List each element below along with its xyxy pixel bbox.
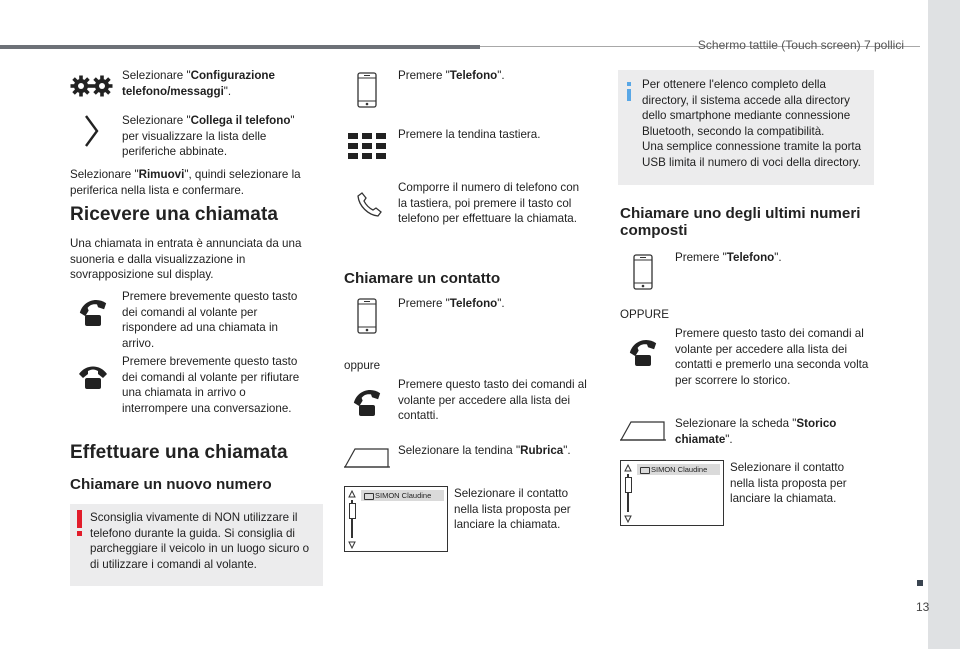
contact-list-screen [620, 460, 724, 526]
gears-icon [70, 72, 114, 100]
heading-ricevere: Ricevere una chiamata [70, 204, 279, 225]
header-bar [0, 45, 480, 49]
scroll-down-icon [624, 515, 632, 523]
instruction-select-contact: Selezionare il contatto nella lista proposta per lanciare la chiamata. [730, 461, 847, 506]
warning-icon [77, 510, 82, 528]
heading-contatto: Chiamare un contatto [344, 270, 501, 287]
instruction-select-contact: Selezionare il contatto nella lista proposta per lanciare la chiamata. [454, 487, 571, 532]
page-header-title: Schermo tattile (Touch screen) 7 pollici [697, 38, 904, 52]
scrollbar-thumb [625, 477, 632, 493]
handset-outline-icon [356, 190, 384, 218]
instruction-keypad: Premere la tendina tastiera. [398, 128, 541, 141]
chevron-right-icon [83, 114, 99, 148]
scroll-down-icon [348, 541, 356, 549]
answer-call-icon [76, 296, 110, 330]
contact-list-screen [344, 486, 448, 552]
warning-text: Sconsiglia vivamente di NON utilizzare il telefono durante la guida. Si consiglia di parcheggiare il veicolo in un luogo sicuro o di utilizzare i comandi al volante. [90, 511, 310, 571]
keypad-icon [348, 133, 388, 161]
heading-ultimi-numeri: Chiamare uno degli ultimi numeri composti [620, 205, 861, 239]
smartphone-icon [632, 254, 654, 290]
warning-icon-dot [77, 531, 82, 536]
page-side-strip [928, 0, 960, 649]
instruction-rimuovi: Selezionare "Rimuovi", quindi selezionare la periferica nella lista e confermare. [70, 168, 301, 197]
instruction-press-telefono-2: Premere "Telefono". [398, 297, 505, 310]
smartphone-icon [356, 298, 378, 334]
scroll-up-icon [348, 490, 356, 498]
instruction-answer: Premere brevemente questo tasto dei comandi al volante per rispondere ad una chiamata in arrivo. [122, 290, 298, 350]
instruction-press-telefono-1: Premere "Telefono". [398, 69, 505, 82]
tab-icon [620, 421, 666, 441]
contact-row: SIMON Claudine [361, 490, 444, 501]
answer-call-icon [350, 386, 384, 420]
info-icon [627, 89, 631, 101]
page-marker [917, 580, 923, 586]
info-icon-dot [627, 82, 631, 86]
paragraph-receive-intro: Una chiamata in entrata è annunciata da una suoneria e dalla visualizzazione in sovrapposizione sul display. [70, 237, 302, 282]
instruction-rubrica: Selezionare la tendina "Rubrica". [398, 444, 571, 457]
instruction-reject: Premere brevemente questo tasto dei comandi al volante per rifiutare una chiamata in arrivo o interrompere una conversazione. [122, 355, 300, 415]
heading-nuovo-numero: Chiamare un nuovo numero [70, 476, 272, 493]
instruction-wheel-contacts: Premere questo tasto dei comandi al volante per accedere alla lista dei contatti. [398, 378, 587, 423]
answer-call-icon [626, 336, 660, 370]
info-text: Per ottenere l'elenco completo della directory, il sistema accede alla directory dello smartphone mediante connessione Bluetooth, secondo la compatibilità. Una semplice connessione tramite la porta USB limita il numero di voci della directory. [642, 78, 862, 169]
contact-card-icon [364, 493, 374, 500]
scrollbar-thumb [349, 503, 356, 519]
label-oppure: oppure [344, 359, 381, 372]
instruction-storico: Selezionare la scheda "Storico chiamate". [675, 417, 837, 446]
instruction-press-telefono-3: Premere "Telefono". [675, 251, 782, 264]
contact-row: SIMON Claudine [637, 464, 720, 475]
instruction-wheel-recent: Premere questo tasto dei comandi al volante per accedere alla lista dei contatti e premerlo una seconda volta per scorrere lo storico. [675, 327, 869, 387]
smartphone-icon [356, 72, 378, 108]
tab-icon [344, 448, 390, 468]
hang-up-icon [76, 364, 110, 392]
instruction-config: Selezionare "Configurazione telefono/messaggi". [122, 69, 275, 98]
page-number: 13 [916, 600, 930, 614]
instruction-collega: Selezionare "Collega il telefono" per visualizzare la lista delle periferiche abbinate. [122, 114, 295, 159]
contact-card-icon [640, 467, 650, 474]
scroll-up-icon [624, 464, 632, 472]
heading-effettuare: Effettuare una chiamata [70, 442, 288, 463]
label-oppure-upper: OPPURE [620, 308, 669, 321]
instruction-dial: Comporre il numero di telefono con la tastiera, poi premere il tasto col telefono per effettuare la chiamata. [398, 181, 580, 226]
